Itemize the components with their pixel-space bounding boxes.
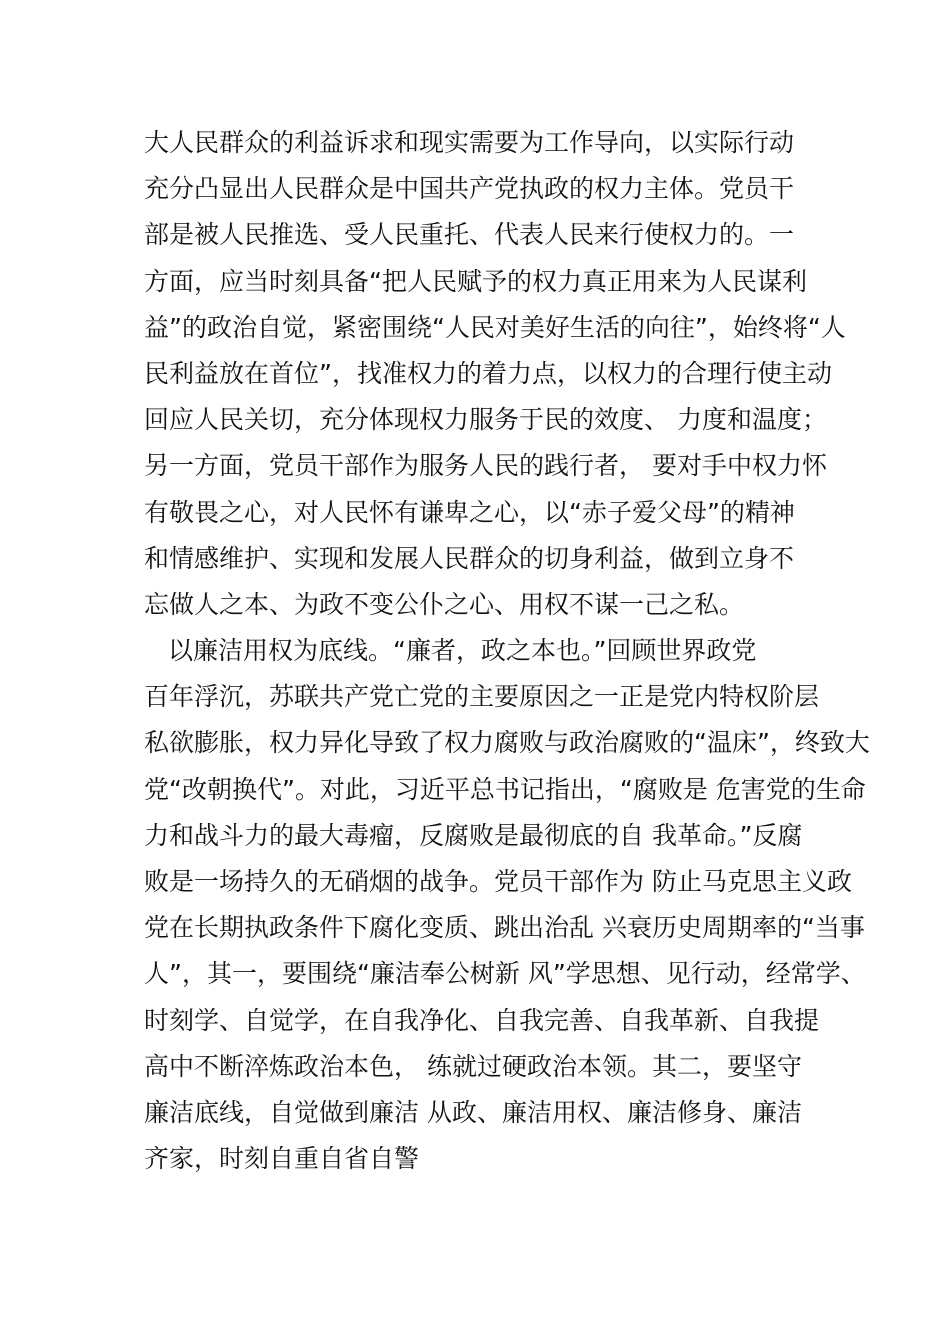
text-line: 有敬畏之心，对人民怀有谦卑之心，以“赤子爱父母”的精神 [144,497,795,527]
text-line: 益”的政治自觉，紧密围绕“人民对美好生活的向往”，始终将“人 [144,312,846,342]
text-line: 力和战斗力的最大毒瘤，反腐败是最彻底的自 我革命。”反腐 [144,820,803,850]
text-line: 回应人民关切，充分体现权力服务于民的效度、 力度和温度； [144,405,827,435]
text-line: 廉洁底线，自觉做到廉洁 从政、廉洁用权、廉洁修身、廉洁 [144,1097,802,1127]
text-line: 齐家，时刻自重自省自警 [144,1144,420,1174]
text-line: 私欲膨胀，权力异化导致了权力腐败与政治腐败的“温床”，终致大 [144,728,870,758]
text-line: 百年浮沉，苏联共产党亡党的主要原因之一正是党内特权阶层 [144,682,820,712]
text-line: 和情感维护、实现和发展人民群众的切身利益，做到立身不 [144,543,795,573]
text-line: 党在长期执政条件下腐化变质、跳出治乱 兴衰历史周期率的“当事 [144,913,865,943]
text-line: 另一方面，党员干部作为服务人民的践行者， 要对手中权力怀 [144,451,827,481]
text-line: 忘做人之本、为政不变公仆之心、用权不谋一己之私。 [144,589,745,619]
paragraph-start-line: 以廉洁用权为底线。“廉者，政之本也。”回顾世界政党 [168,636,757,666]
text-line: 党“改朝换代”。对此，习近平总书记指出，“腐败是 危害党的生命 [144,774,866,804]
body-text [144,120,870,1182]
text-line: 充分凸显出人民群众是中国共产党执政的权力主体。党员干 [144,174,795,204]
text-line: 高中不断淬炼政治本色， 练就过硬政治本领。其二，要坚守 [144,1051,802,1081]
text-line: 时刻学、自觉学，在自我净化、自我完善、自我革新、自我提 [144,1005,820,1035]
text-line: 民利益放在首位”，找准权力的着力点，以权力的合理行使主动 [144,358,832,388]
text-line: 部是被人民推选、受人民重托、代表人民来行使权力的。一 [144,220,795,250]
text-line: 方面，应当时刻具备“把人民赋予的权力真正用来为人民谋利 [144,266,807,296]
text-line: 大人民群众的利益诉求和现实需要为工作导向，以实际行动 [144,128,795,157]
text-line: 败是一场持久的无硝烟的战争。党员干部作为 防止马克思主义政 [144,867,852,896]
text-line: 人”，其一，要围绕“廉洁奉公树新 风”学思想、见行动，经常学、 [144,959,866,989]
